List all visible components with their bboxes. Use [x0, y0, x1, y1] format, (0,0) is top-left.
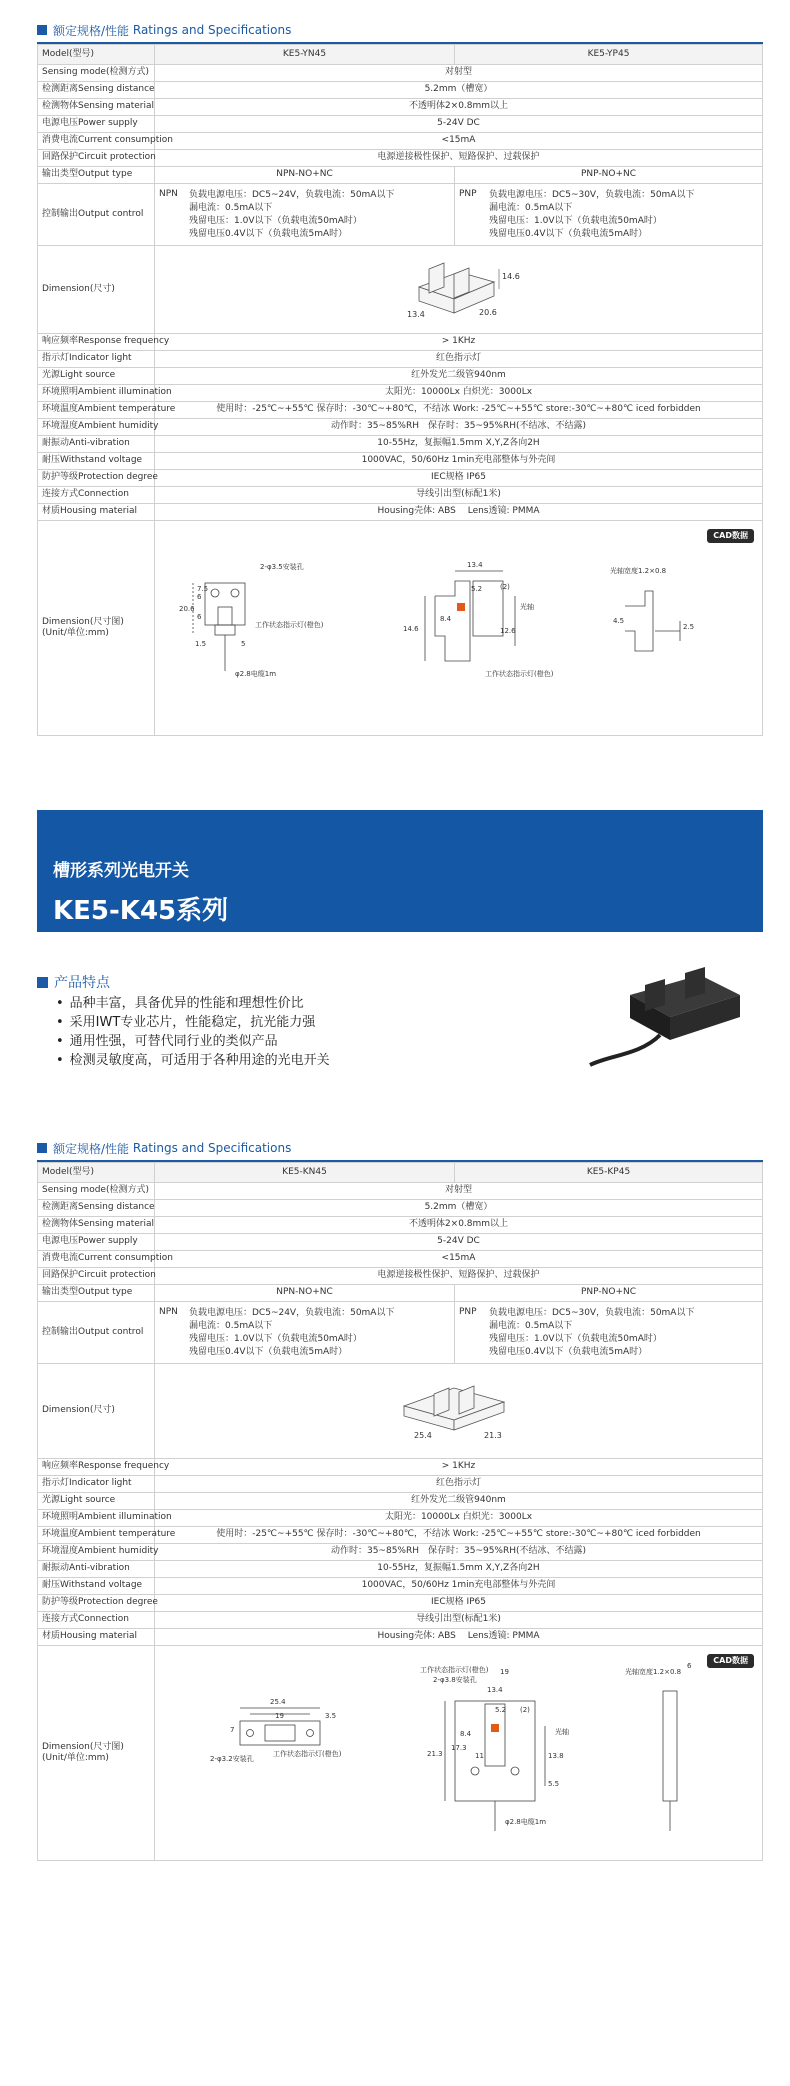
row-label: 耐振动Anti-vibration: [38, 1561, 155, 1578]
control-b-tag: PNP: [459, 1306, 477, 1317]
table-row: [38, 1302, 763, 1364]
control-a-tag: NPN: [159, 188, 178, 199]
row-value: 5-24V DC: [155, 116, 763, 133]
dimension-cell: [155, 1364, 763, 1459]
table-row: [38, 1364, 763, 1459]
drawing-led-label: 工作状态指示灯(橙色): [273, 1750, 342, 1758]
control-line: 漏电流：0.5mA以下: [489, 202, 573, 213]
table-row: [38, 470, 763, 487]
technical-drawing-2: [155, 1646, 755, 1856]
drawing-cable-label: φ2.8电缆1m: [235, 670, 277, 678]
row-value: 动作时：35~85%RH 保存时：35~95%RH(不结冰、不结露): [155, 1544, 763, 1561]
model-b: KE5-YP45: [455, 45, 763, 65]
drawing-axis-label: 光轴: [520, 603, 534, 611]
control-line: 残留电压0.4V以下（负载电流5mA时）: [489, 228, 648, 239]
row-label: Sensing mode(检测方式): [38, 65, 155, 82]
row-value: Housing壳体: ABS Lens透镜: PMMA: [155, 1629, 763, 1646]
row-value: 使用时：-25℃~+55℃ 保存时：-30℃~+80℃，不结冰 Work: -25℃~+55℃ store:-30℃~+80℃ iced forbidden: [155, 1527, 763, 1544]
table-row: [38, 1544, 763, 1561]
table-row: [38, 1578, 763, 1595]
row-label: 消费电流Current consumption: [38, 1251, 155, 1268]
control-a: [155, 184, 455, 246]
dim-label: 17.3: [451, 1744, 467, 1752]
led-marker: [457, 603, 465, 611]
dim-d1: 25.4: [413, 1431, 432, 1441]
row-label: Sensing mode(检测方式): [38, 1183, 155, 1200]
row-label: 材质Housing material: [38, 504, 155, 521]
drawing-led2-label: 工作状态指示灯(橙色): [485, 670, 554, 678]
dim-label: 5.2: [471, 585, 483, 593]
dim-label: 7: [230, 1726, 235, 1734]
table-row: [38, 1646, 763, 1861]
table-row: [38, 385, 763, 402]
dim-label: (2): [520, 1706, 530, 1714]
row-value: 对射型: [155, 1183, 763, 1200]
row-value: <15mA: [155, 1251, 763, 1268]
row-label: 检测距离Sensing distance: [38, 1200, 155, 1217]
cad-data-button[interactable]: CAD数据: [707, 529, 754, 543]
cad-data-button[interactable]: CAD数据: [707, 1654, 754, 1668]
row-label: 输出类型Output type: [38, 167, 155, 184]
table-row: [38, 246, 763, 334]
table-row: [38, 504, 763, 521]
table-row: [38, 487, 763, 504]
row-value: 红色指示灯: [155, 351, 763, 368]
control-line: 残留电压0.4V以下（负载电流5mA时）: [489, 1346, 648, 1357]
dim-label: 13.8: [548, 1752, 564, 1760]
drawing-hole-label: 2-φ3.2安装孔: [210, 1755, 254, 1763]
dim-label: 13.4: [467, 561, 483, 569]
table-row: [38, 402, 763, 419]
dim-label: 20.6: [179, 605, 195, 613]
row-label: 连接方式Connection: [38, 487, 155, 504]
drawing-label-cell: [38, 1646, 155, 1861]
dim-label: 4.5: [613, 617, 625, 625]
row-value: 对射型: [155, 65, 763, 82]
product-photo: [590, 955, 750, 1080]
row-value: IEC规格 IP65: [155, 1595, 763, 1612]
control-line: 残留电压：1.0V以下（负载电流50mA时）: [489, 215, 662, 226]
table-row: [38, 1163, 763, 1183]
dim-label: 5: [241, 640, 246, 648]
model-a: KE5-YN45: [155, 45, 455, 65]
control-line: 残留电压：1.0V以下（负载电流50mA时）: [489, 1333, 662, 1344]
dim-label: 8.4: [460, 1730, 472, 1738]
model-b: KE5-KP45: [455, 1163, 763, 1183]
dim-label: 13.4: [487, 1686, 503, 1694]
control-line: 负载电源电压：DC5~30V，负载电流：50mA以下: [489, 189, 695, 200]
dim-label: 19: [275, 1712, 284, 1720]
row-value: 5-24V DC: [155, 1234, 763, 1251]
table-row: [38, 99, 763, 116]
drawing-axis-width-label: 光轴宽度1.2×0.8: [625, 1668, 682, 1676]
dim-label: 5.2: [495, 1706, 507, 1714]
table-row: [38, 45, 763, 65]
table-row: [38, 351, 763, 368]
table-row: [38, 1510, 763, 1527]
row-label: 防护等级Protection degree: [38, 470, 155, 487]
row-value: 红外发光二级管940nm: [155, 368, 763, 385]
row-value: 使用时：-25℃~+55℃ 保存时：-30℃~+80℃，不结冰 Work: -25℃~+55℃ store:-30℃~+80℃ iced forbidden: [155, 402, 763, 419]
control-line: 残留电压：1.0V以下（负载电流50mA时）: [189, 1333, 362, 1344]
table-row: [38, 436, 763, 453]
row-label: 消费电流Current consumption: [38, 133, 155, 150]
row-value: 导线引出型(标配1米): [155, 1612, 763, 1629]
row-label: Dimension(尺寸): [38, 246, 155, 334]
drawing-hole-label: 2-φ3.5安装孔: [260, 563, 304, 571]
dim-label: 6: [197, 613, 202, 621]
row-value: 1000VAC，50/60Hz 1min充电部整体与外壳间: [155, 1578, 763, 1595]
table-row: [38, 1234, 763, 1251]
control-line: 残留电压0.4V以下（负载电流5mA时）: [189, 1346, 348, 1357]
dimension-cell: [155, 246, 763, 334]
dim-label: 8.4: [440, 615, 452, 623]
output-b: PNP-NO+NC: [455, 167, 763, 184]
drawing-label-cell: [38, 521, 155, 736]
section-square-icon: [37, 1143, 47, 1153]
dim-label: 1.5: [195, 640, 207, 648]
row-value: 电源逆接极性保护、短路保护、过载保护: [155, 150, 763, 167]
row-value: 导线引出型(标配1米): [155, 487, 763, 504]
output-a: NPN-NO+NC: [155, 1285, 455, 1302]
row-label: 环境湿度Ambient humidity: [38, 419, 155, 436]
section1-title-cn: 额定规格/性能: [53, 23, 130, 38]
row-value: 不透明体2×0.8mm以上: [155, 1217, 763, 1234]
table-row: [38, 1200, 763, 1217]
row-label: 回路保护Circuit protection: [38, 150, 155, 167]
series-banner: [37, 810, 763, 932]
table-row: [38, 1459, 763, 1476]
row-value: 10-55Hz，复振幅1.5mm X,Y,Z各向2H: [155, 1561, 763, 1578]
feature-item: • 通用性强，可替代同行业的类似产品: [56, 1032, 330, 1051]
control-line: 负载电源电压：DC5~30V，负载电流：50mA以下: [489, 1307, 695, 1318]
row-label: 环境湿度Ambient humidity: [38, 1544, 155, 1561]
table-row: [38, 1493, 763, 1510]
dim-label: 19: [500, 1668, 509, 1676]
model-a: KE5-KN45: [155, 1163, 455, 1183]
drawing-unit: (Unit/单位:mm): [42, 1753, 109, 1764]
row-label: 响应频率Response frequency: [38, 1459, 155, 1476]
row-label: 环境照明Ambient illumination: [38, 1510, 155, 1527]
banner-subtitle: 槽形系列光电开关: [53, 861, 189, 881]
table-row: [38, 116, 763, 133]
section-square-icon: [37, 25, 47, 35]
dim-label: 6: [197, 593, 202, 601]
feature-item: • 检测灵敏度高，可适用于各种用途的光电开关: [56, 1051, 330, 1070]
section2-title: [37, 1140, 291, 1156]
feature-item: • 品种丰富，具备优异的性能和理想性价比: [56, 994, 330, 1013]
table-row: [38, 453, 763, 470]
features-list: [56, 994, 330, 1070]
row-label: 环境温度Ambient temperature: [38, 402, 155, 419]
control-a-tag: NPN: [159, 1306, 178, 1317]
banner-title: KE5-K45系列: [53, 896, 229, 926]
table-row: [38, 1595, 763, 1612]
table-row: [38, 1612, 763, 1629]
sensor-isometric-drawing: [399, 247, 519, 327]
dim-d3: 20.6: [478, 308, 497, 318]
drawing-axis-width-label: 光轴宽度1.2×0.8: [610, 567, 667, 575]
row-label: Dimension(尺寸): [38, 1364, 155, 1459]
row-label: 检测物体Sensing material: [38, 1217, 155, 1234]
table-row: [38, 150, 763, 167]
row-value: <15mA: [155, 133, 763, 150]
table-row: [38, 1476, 763, 1493]
drawing-hole2-label: 2-φ3.8安装孔: [433, 1676, 477, 1684]
section2-title-en: Ratings and Specifications: [132, 1141, 292, 1155]
control-line: 负载电源电压：DC5~24V，负载电流：50mA以下: [189, 1307, 395, 1318]
table-row: [38, 419, 763, 436]
table-row: [38, 1183, 763, 1200]
dim-label: (2): [500, 583, 510, 591]
table-row: [38, 1251, 763, 1268]
row-value: Housing壳体: ABS Lens透镜: PMMA: [155, 504, 763, 521]
drawing-cell: [155, 1646, 763, 1861]
control-line: 负载电源电压：DC5~24V，负载电流：50mA以下: [189, 189, 395, 200]
section-square-icon: [37, 977, 48, 988]
row-value: > 1KHz: [155, 1459, 763, 1476]
drawing-cable-label: φ2.8电缆1m: [505, 1818, 547, 1826]
features-title-text: 产品特点: [54, 975, 110, 991]
row-label: 检测距离Sensing distance: [38, 82, 155, 99]
row-value: 太阳光：10000Lx 白炽光：3000Lx: [155, 1510, 763, 1527]
table-row: [38, 1268, 763, 1285]
row-label: 指示灯Indicator light: [38, 351, 155, 368]
drawing-cell: [155, 521, 763, 736]
row-label: 材质Housing material: [38, 1629, 155, 1646]
drawing-led2-label: 工作状态指示灯(橙色): [420, 1666, 489, 1674]
row-value: 不透明体2×0.8mm以上: [155, 99, 763, 116]
row-label: 环境温度Ambient temperature: [38, 1527, 155, 1544]
row-label: 输出类型Output type: [38, 1285, 155, 1302]
control-line: 漏电流：0.5mA以下: [189, 1320, 273, 1331]
table-row: [38, 133, 763, 150]
row-label: 检测物体Sensing material: [38, 99, 155, 116]
row-label: 防护等级Protection degree: [38, 1595, 155, 1612]
output-b: PNP-NO+NC: [455, 1285, 763, 1302]
control-line: 残留电压0.4V以下（负载电流5mA时）: [189, 228, 348, 239]
dim-d2: 21.3: [483, 1431, 502, 1441]
technical-drawing-1: [155, 521, 755, 731]
feature-item: • 采用IWT专业芯片，性能稳定，抗光能力强: [56, 1013, 330, 1032]
control-line: 残留电压：1.0V以下（负载电流50mA时）: [189, 215, 362, 226]
row-label: 耐压Withstand voltage: [38, 1578, 155, 1595]
row-label: 光源Light source: [38, 368, 155, 385]
output-a: NPN-NO+NC: [155, 167, 455, 184]
row-value: 红色指示灯: [155, 1476, 763, 1493]
row-label: 控制输出Output control: [38, 184, 155, 246]
drawing-label: Dimension(尺寸图): [42, 616, 124, 627]
row-value: > 1KHz: [155, 334, 763, 351]
spec-table-2: [37, 1162, 763, 1861]
row-label: 控制输出Output control: [38, 1302, 155, 1364]
section2-title-cn: 额定规格/性能: [53, 1141, 130, 1156]
led-marker: [491, 1724, 499, 1732]
row-label: 环境照明Ambient illumination: [38, 385, 155, 402]
drawing-unit: (Unit/单位:mm): [42, 628, 109, 639]
dim-label: 12.6: [500, 627, 516, 635]
row-label: 电源电压Power supply: [38, 1234, 155, 1251]
dim-label: 3.5: [325, 1712, 337, 1720]
table-row: [38, 334, 763, 351]
section1-title-en: Ratings and Specifications: [132, 23, 292, 37]
drawing-label: Dimension(尺寸图): [42, 1741, 124, 1752]
model-label: Model(型号): [38, 45, 155, 65]
row-label: 响应频率Response frequency: [38, 334, 155, 351]
row-label: 光源Light source: [38, 1493, 155, 1510]
table-row: [38, 1217, 763, 1234]
row-value: 10-55Hz，复振幅1.5mm X,Y,Z各向2H: [155, 436, 763, 453]
table-row: [38, 1629, 763, 1646]
drawing-led-label: 工作状态指示灯(橙色): [255, 621, 324, 629]
table-row: [38, 82, 763, 99]
control-b-tag: PNP: [459, 188, 477, 199]
table-row: [38, 368, 763, 385]
row-value: 1000VAC，50/60Hz 1min充电部整体与外壳间: [155, 453, 763, 470]
dim-label: 7.5: [197, 585, 209, 593]
row-label: 耐压Withstand voltage: [38, 453, 155, 470]
table-row: [38, 184, 763, 246]
row-label: 指示灯Indicator light: [38, 1476, 155, 1493]
dim-label: 2.5: [683, 623, 695, 631]
features-title: [37, 972, 110, 992]
dim-label: 6: [687, 1662, 692, 1670]
dim-d1: 14.6: [501, 272, 520, 282]
row-value: 电源逆接极性保护、短路保护、过载保护: [155, 1268, 763, 1285]
row-label: 回路保护Circuit protection: [38, 1268, 155, 1285]
drawing-axis-label: 光轴: [555, 1728, 569, 1736]
row-value: 5.2mm（槽宽）: [155, 82, 763, 99]
row-value: IEC规格 IP65: [155, 470, 763, 487]
row-label: 耐振动Anti-vibration: [38, 436, 155, 453]
row-value: 太阳光：10000Lx 白炽光：3000Lx: [155, 385, 763, 402]
row-value: 5.2mm（槽宽）: [155, 1200, 763, 1217]
model-label: Model(型号): [38, 1163, 155, 1183]
row-value: 红外发光二级管940nm: [155, 1493, 763, 1510]
dim-label: 11: [475, 1752, 484, 1760]
spec-table-1: [37, 44, 763, 736]
control-line: 漏电流：0.5mA以下: [189, 202, 273, 213]
dim-label: 21.3: [427, 1750, 443, 1758]
table-row: [38, 1561, 763, 1578]
table-row: [38, 521, 763, 736]
control-b: [455, 184, 763, 246]
control-a: [155, 1302, 455, 1364]
table-row: [38, 65, 763, 82]
dim-label: 5.5: [548, 1780, 560, 1788]
sensor-isometric-drawing: [394, 1366, 524, 1451]
dim-label: 25.4: [270, 1698, 286, 1706]
row-label: 连接方式Connection: [38, 1612, 155, 1629]
row-value: 动作时：35~85%RH 保存时：35~95%RH(不结冰、不结露): [155, 419, 763, 436]
table-row: [38, 1527, 763, 1544]
section1-title: [37, 22, 291, 38]
control-b: [455, 1302, 763, 1364]
row-label: 电源电压Power supply: [38, 116, 155, 133]
dim-d2: 13.4: [406, 310, 425, 320]
control-line: 漏电流：0.5mA以下: [489, 1320, 573, 1331]
dim-label: 14.6: [403, 625, 419, 633]
table-row: [38, 1285, 763, 1302]
table-row: [38, 167, 763, 184]
